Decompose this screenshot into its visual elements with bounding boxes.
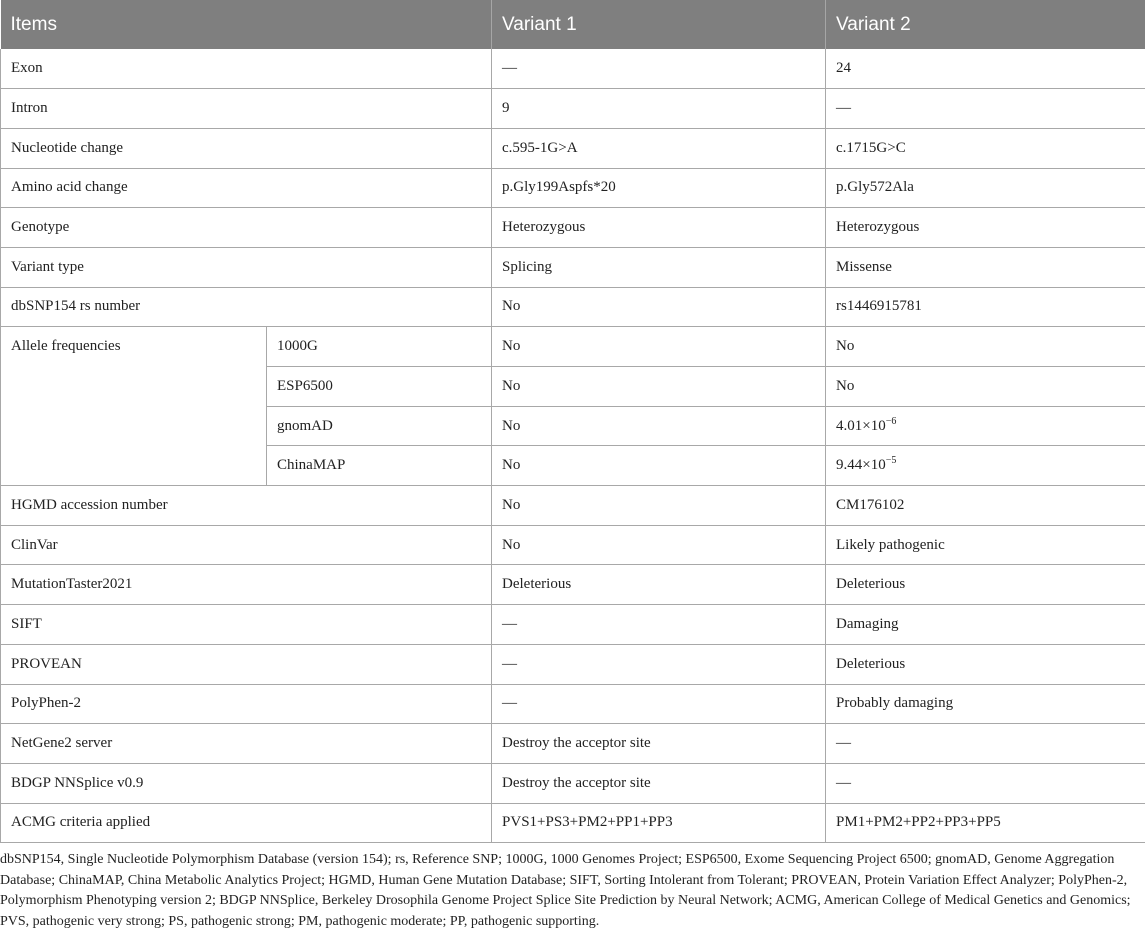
table-row (1, 168, 1145, 208)
row-item: ClinVar (1, 525, 492, 565)
frequency-base: 4.01×10 (836, 418, 886, 434)
row-item: Nucleotide change (1, 128, 492, 168)
row-item: PolyPhen-2 (1, 684, 492, 724)
row-variant-2: Heterozygous (826, 208, 1145, 248)
header-items: Items (1, 0, 492, 49)
allele-variant-2: No (826, 327, 1145, 367)
table-row (1, 247, 1145, 287)
table-row (1, 49, 1145, 89)
table-header-row (1, 0, 1145, 49)
table-row (1, 803, 1145, 843)
row-item: BDGP NNSplice v0.9 (1, 763, 492, 803)
row-variant-1: No (492, 525, 826, 565)
row-item: Variant type (1, 247, 492, 287)
allele-variant-1: No (492, 367, 826, 407)
row-variant-2: — (826, 763, 1145, 803)
allele-db: ChinaMAP (267, 446, 492, 486)
row-variant-2: PM1+PM2+PP2+PP3+PP5 (826, 803, 1145, 843)
allele-db: gnomAD (267, 406, 492, 446)
row-variant-2: p.Gly572Ala (826, 168, 1145, 208)
header-variant-2: Variant 2 (826, 0, 1145, 49)
row-variant-1: 9 (492, 89, 826, 129)
row-variant-2: Probably damaging (826, 684, 1145, 724)
row-variant-1: Deleterious (492, 565, 826, 605)
row-variant-1: Destroy the acceptor site (492, 724, 826, 764)
table-row (1, 605, 1145, 645)
row-item: dbSNP154 rs number (1, 287, 492, 327)
table-row (1, 525, 1145, 565)
row-variant-2: c.1715G>C (826, 128, 1145, 168)
row-variant-2: Deleterious (826, 644, 1145, 684)
row-item: PROVEAN (1, 644, 492, 684)
row-item: MutationTaster2021 (1, 565, 492, 605)
table-row (1, 208, 1145, 248)
allele-row (1, 327, 1145, 367)
row-variant-1: — (492, 644, 826, 684)
row-item: Intron (1, 89, 492, 129)
row-variant-2: Missense (826, 247, 1145, 287)
table-footnote: dbSNP154, Single Nucleotide Polymorphism Database (version 154); rs, Reference SNP; 1000G, 1000 Genomes Project; ESP6500, Exome Sequencing Project 6500; gnomAD, Genome Aggregation Database; ChinaMAP, China Metabolic Analytics Project; HGMD, Human Gene Mutation Database; SIFT, Sorting Intolerant from Tolerant; PROVEAN, Protein Variation Effect Analyzer; PolyPhen-2, Polymorphism Phenotyping version 2; BDGP NNSplice, Berkeley Drosophila Genome Project Splice Site Prediction by Neural Network; ACMG, American College of Medical Genetics and Genomics; PVS, pathogenic very strong; PS, pathogenic strong; PM, pathogenic moderate; PP, pathogenic supporting. (0, 843, 1145, 932)
row-variant-2: Damaging (826, 605, 1145, 645)
allele-variant-2: No (826, 367, 1145, 407)
row-variant-1: Heterozygous (492, 208, 826, 248)
row-item: Genotype (1, 208, 492, 248)
row-variant-2: Deleterious (826, 565, 1145, 605)
row-variant-1: Splicing (492, 247, 826, 287)
row-item: NetGene2 server (1, 724, 492, 764)
row-variant-2: CM176102 (826, 486, 1145, 526)
table-row (1, 89, 1145, 129)
table-row (1, 287, 1145, 327)
row-variant-2: Likely pathogenic (826, 525, 1145, 565)
row-variant-1: — (492, 605, 826, 645)
allele-variant-1: No (492, 406, 826, 446)
row-variant-2: 24 (826, 49, 1145, 89)
allele-db: 1000G (267, 327, 492, 367)
frequency-exponent: −5 (886, 455, 897, 466)
row-variant-1: PVS1+PS3+PM2+PP1+PP3 (492, 803, 826, 843)
allele-variant-2 (826, 446, 1145, 486)
allele-frequencies-label: Allele frequencies (1, 327, 267, 486)
table-row (1, 644, 1145, 684)
row-variant-2: rs1446915781 (826, 287, 1145, 327)
allele-variant-2 (826, 406, 1145, 446)
row-item: SIFT (1, 605, 492, 645)
row-variant-2: — (826, 724, 1145, 764)
row-variant-1: — (492, 684, 826, 724)
allele-variant-1: No (492, 446, 826, 486)
frequency-base: 9.44×10 (836, 457, 886, 473)
row-variant-1: c.595-1G>A (492, 128, 826, 168)
row-item: Amino acid change (1, 168, 492, 208)
table-row (1, 724, 1145, 764)
row-variant-1: Destroy the acceptor site (492, 763, 826, 803)
row-item: Exon (1, 49, 492, 89)
row-item: ACMG criteria applied (1, 803, 492, 843)
row-variant-1: No (492, 287, 826, 327)
table-row (1, 684, 1145, 724)
frequency-exponent: −6 (886, 416, 897, 427)
table-row (1, 565, 1145, 605)
row-variant-1: — (492, 49, 826, 89)
row-item: HGMD accession number (1, 486, 492, 526)
row-variant-2: — (826, 89, 1145, 129)
allele-variant-1: No (492, 327, 826, 367)
row-variant-1: p.Gly199Aspfs*20 (492, 168, 826, 208)
header-variant-1: Variant 1 (492, 0, 826, 49)
table-row (1, 486, 1145, 526)
row-variant-1: No (492, 486, 826, 526)
table-row (1, 128, 1145, 168)
allele-db: ESP6500 (267, 367, 492, 407)
table-row (1, 763, 1145, 803)
